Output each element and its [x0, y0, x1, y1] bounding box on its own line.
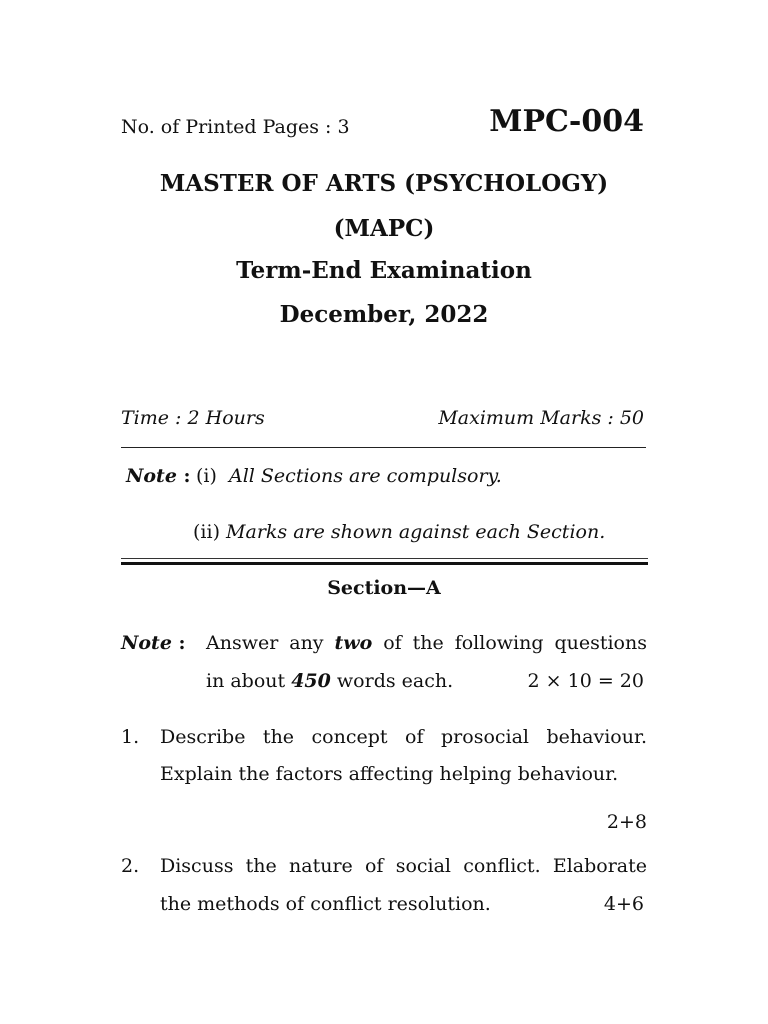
- note-label-text: Note: [126, 465, 177, 487]
- note-emphasis: two: [334, 632, 373, 654]
- programme-abbreviation: (MAPC): [333, 215, 435, 242]
- section-note-line-2: [206, 670, 453, 692]
- note-item-2-text: Marks are shown against each Section.: [226, 521, 606, 543]
- exam-time: Time : 2 Hours: [121, 407, 265, 429]
- word-count: 450: [291, 670, 331, 692]
- note-item-1-number: (i): [196, 465, 217, 487]
- divider-line: [121, 447, 646, 448]
- section-note-colon: :: [171, 632, 186, 654]
- course-code: MPC-004: [489, 104, 644, 139]
- question-1-line-2: Explain the factors affecting helping behaviour.: [160, 763, 619, 785]
- double-rule-top: [121, 558, 648, 559]
- section-marks-formula: 2 × 10 = 20: [527, 670, 644, 692]
- exam-date: December, 2022: [279, 301, 489, 328]
- note-text: of the following questions: [372, 632, 647, 654]
- printed-pages-count: No. of Printed Pages : 3: [121, 116, 350, 138]
- section-note-label: [121, 632, 186, 654]
- note-text: in about: [206, 670, 292, 692]
- maximum-marks: Maximum Marks : 50: [438, 407, 644, 429]
- section-note-label-text: Note: [121, 632, 172, 654]
- section-note-line-1: [206, 632, 647, 654]
- question-2-line-2: the methods of conflict resolution.: [160, 893, 491, 915]
- section-a-heading: Section—A: [327, 577, 441, 599]
- question-1-line-1: Describe the concept of prosocial behaviour.: [160, 726, 647, 748]
- general-note-item-2: [193, 521, 605, 543]
- note-item-2-number: (ii): [193, 521, 220, 543]
- general-note-item-1: [196, 465, 502, 487]
- general-note-label: [126, 465, 191, 487]
- note-text: Answer any: [206, 632, 335, 654]
- exam-name: Term-End Examination: [236, 257, 532, 284]
- question-2-number: 2.: [121, 855, 140, 877]
- question-1-number: 1.: [121, 726, 140, 748]
- question-1-marks: 2+8: [606, 811, 647, 833]
- question-2-marks: 4+6: [603, 893, 644, 915]
- question-2-line-1: Discuss the nature of social conflict. Elaborate: [160, 855, 647, 877]
- note-text: words each.: [330, 670, 454, 692]
- programme-title: MASTER OF ARTS (PSYCHOLOGY): [159, 170, 609, 197]
- note-colon: :: [176, 465, 191, 487]
- double-rule-bottom: [121, 562, 648, 565]
- note-item-1-text: All Sections are compulsory.: [229, 465, 502, 487]
